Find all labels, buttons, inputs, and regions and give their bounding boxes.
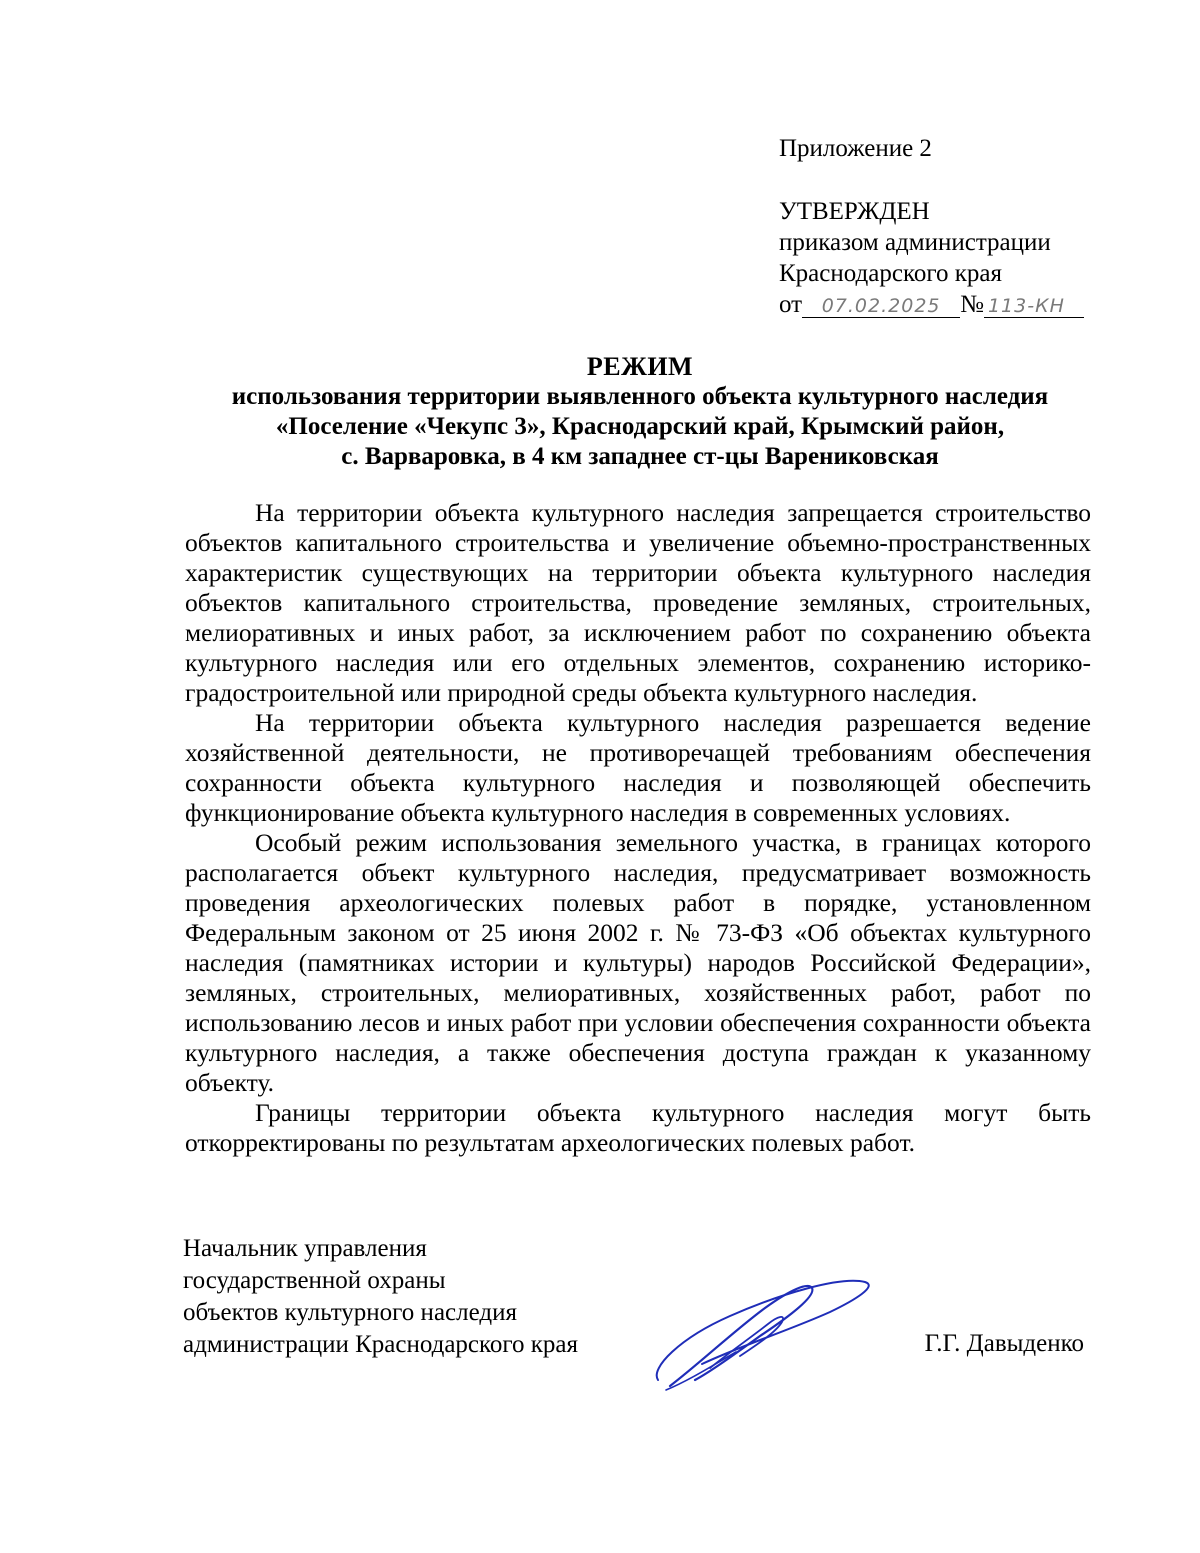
position-line-3: объектов культурного наследия (183, 1299, 517, 1326)
handwritten-signature (640, 1268, 880, 1398)
order-date-number (779, 289, 1159, 320)
document-title (185, 352, 1095, 472)
position-line-2: государственной охраны (183, 1267, 446, 1294)
title-line-1: использования территории выявленного объекта культурного наследия (231, 383, 1049, 410)
title-main: РЕЖИМ (586, 352, 694, 381)
date-prefix: от (779, 291, 803, 318)
paragraph-permitted-activity: На территории объекта культурного наследия разрешается ведение хозяйственной деятельности, не противоречащей требованиям обеспечения сохранности объекта культурного наследия и позволяющей обеспечить функционирование объекта культурного наследия в современных условиях. (185, 708, 1091, 827)
title-line-2: «Поселение «Чекупс 3», Краснодарский край, Крымский район, (275, 413, 1005, 440)
signatory-position (183, 1233, 578, 1361)
paragraph-boundaries: Границы территории объекта культурного наследия могут быть откорректированы по результатам археологических полевых работ. (185, 1098, 1091, 1157)
order-line-2: Краснодарского края (779, 260, 1002, 287)
approval-block (779, 133, 1159, 320)
signatory-name: Г.Г. Давыденко (924, 1330, 1084, 1357)
appendix-label: Приложение 2 (779, 135, 932, 162)
number-prefix: № (960, 291, 984, 318)
paragraph-special-regime: Особый режим использования земельного участка, в границах которого располагается объект культурного наследия, предусматривает возможность проведения археологических полевых работ в порядке, установленном Федеральным законом от 25 июня 2002 г. № 73-ФЗ «Об объектах культурного наследия (памятниках истории и культуры) народов Российской Федерации», земляных, строительных, мелиоративных, хозяйственных работ, работ по использованию лесов и иных работ при условии обеспечения сохранности объекта культурного наследия, а также обеспечения доступа граждан к указанному объекту. (185, 828, 1091, 1097)
handwritten-date: 07.02.2025 (802, 295, 960, 318)
document-body (185, 498, 1091, 1158)
position-line-1: Начальник управления (183, 1235, 427, 1262)
paragraph-prohibitions: На территории объекта культурного наследия запрещается строительство объектов капитального строительства и увеличение объемно-пространственных характеристик существующих на территории объекта культурного наследия объектов капитального строительства, проведение земляных, строительных, мелиоративных и иных работ, за исключением работ по сохранению объекта культурного наследия или его отдельных элементов, сохранению историко-градостроительной или природной среды объекта культурного наследия. (185, 498, 1091, 707)
order-line-1: приказом администрации (779, 229, 1051, 256)
title-line-3: с. Варваровка, в 4 км западнее ст-цы Варениковская (341, 443, 939, 470)
position-line-4: администрации Краснодарского края (183, 1331, 579, 1358)
handwritten-number: 113-КН (984, 295, 1084, 318)
approved-label: УТВЕРЖДЕН (779, 198, 930, 225)
